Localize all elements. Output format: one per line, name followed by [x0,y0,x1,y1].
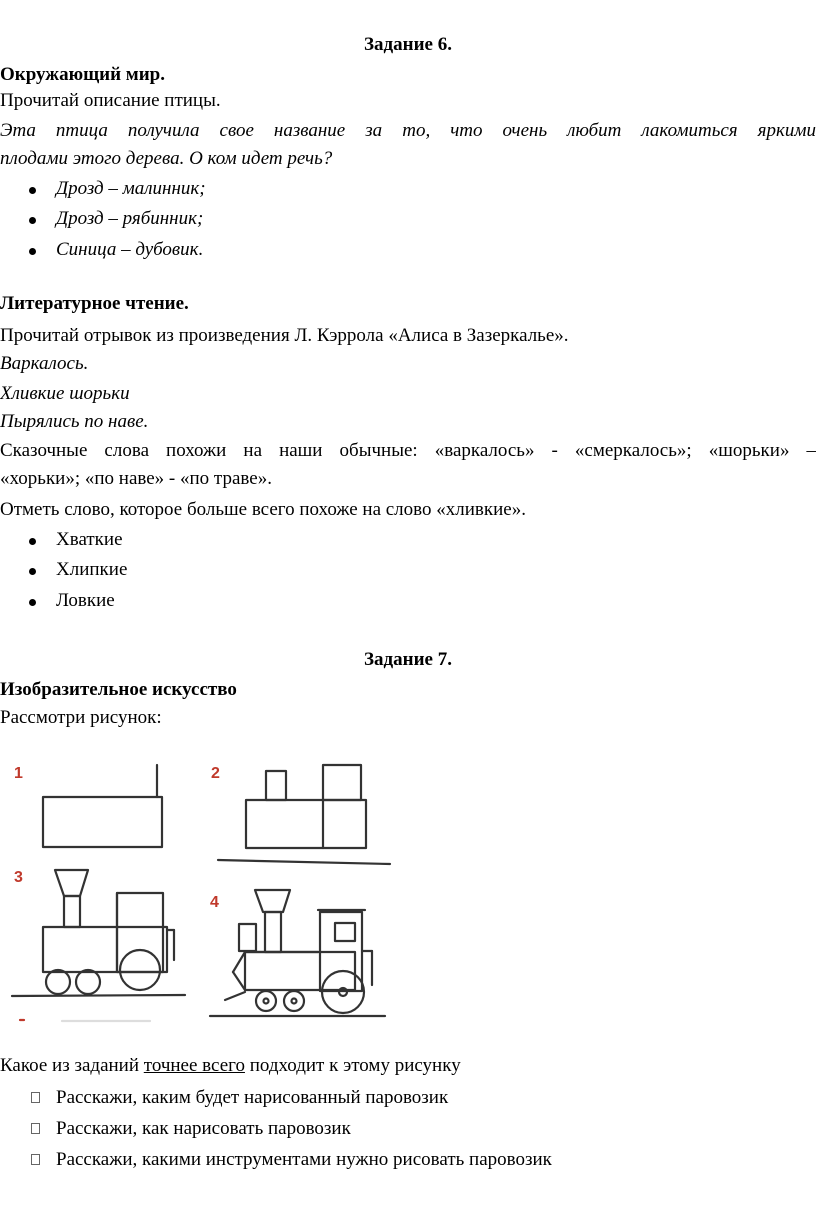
art-heading: Изобразительное искусство [0,679,237,700]
step-2-body [246,800,366,848]
step-4-wheel [284,991,304,1011]
bullet-dot [29,187,36,194]
poem-line-2: Хливкие шорьки [0,383,130,404]
step-4-body [245,952,355,990]
step-4-funnel [255,890,290,912]
step-2-label: 2 [211,765,220,782]
step-1-label: 1 [14,765,23,782]
world-question-line2: плодами этого дерева. О ком идет речь? [0,148,333,169]
art-question: Какое из заданий точнее всего подходит к этому рисунку [0,1055,461,1076]
bullet-dot [29,538,36,545]
world-question-line1: Эта птица получила свое название за то, что очень любит лакомиться яркими [0,120,816,141]
step-2-cab [323,765,361,800]
world-heading: Окружающий мир. [0,64,165,85]
art-instruction: Рассмотри рисунок: [0,707,162,728]
step-3-cab [117,893,163,972]
reading-instruction: Прочитай отрывок из произведения Л. Кэррола «Алиса в Зазеркалье». [0,325,569,346]
checkbox-icon[interactable] [31,1123,40,1134]
reading-heading: Литературное чтение. [0,293,189,314]
task7-title: Задание 7. [364,649,452,670]
checkbox-icon[interactable] [31,1154,40,1165]
step-4-cab [320,912,362,991]
step-4-dome [239,924,256,951]
bullet-dot [29,248,36,255]
task6-title: Задание 6. [364,34,452,55]
step-2-ground [218,860,390,864]
reading-explain-line1: Сказочные слова похожи на наши обычные: «варкалось» - «смеркалось»; «шорьки» – [0,440,816,461]
world-instruction: Прочитай описание птицы. [0,90,221,111]
bullet-dot [29,599,36,606]
poem-line-3: Пырялись по наве. [0,411,149,432]
reading-explain-line2: «хорьки»; «по наве» - «по траве». [0,468,272,489]
underlined-phrase: точнее всего [143,1055,245,1076]
bullet-dot [29,568,36,575]
step-3-wheel [46,970,70,994]
step-3-wheel [76,970,100,994]
step-4-window [335,923,355,941]
step-4-wheel [256,991,276,1011]
step-3-big-wheel [120,950,160,990]
step-4-label: 4 [210,894,219,911]
reading-question: Отметь слово, которое больше всего похоже на слово «хливкие». [0,499,526,520]
step-1-cab [43,797,162,847]
step-4-big-wheel [322,971,364,1013]
step-3-label: 3 [14,869,23,886]
bullet-dot [29,217,36,224]
checkbox-icon[interactable] [31,1092,40,1103]
step-3-body [43,927,167,972]
step-3-funnel [55,870,88,896]
poem-line-1: Варкалось. [0,353,89,374]
step-2-chimney [266,771,286,800]
step-3-ground [12,995,185,996]
